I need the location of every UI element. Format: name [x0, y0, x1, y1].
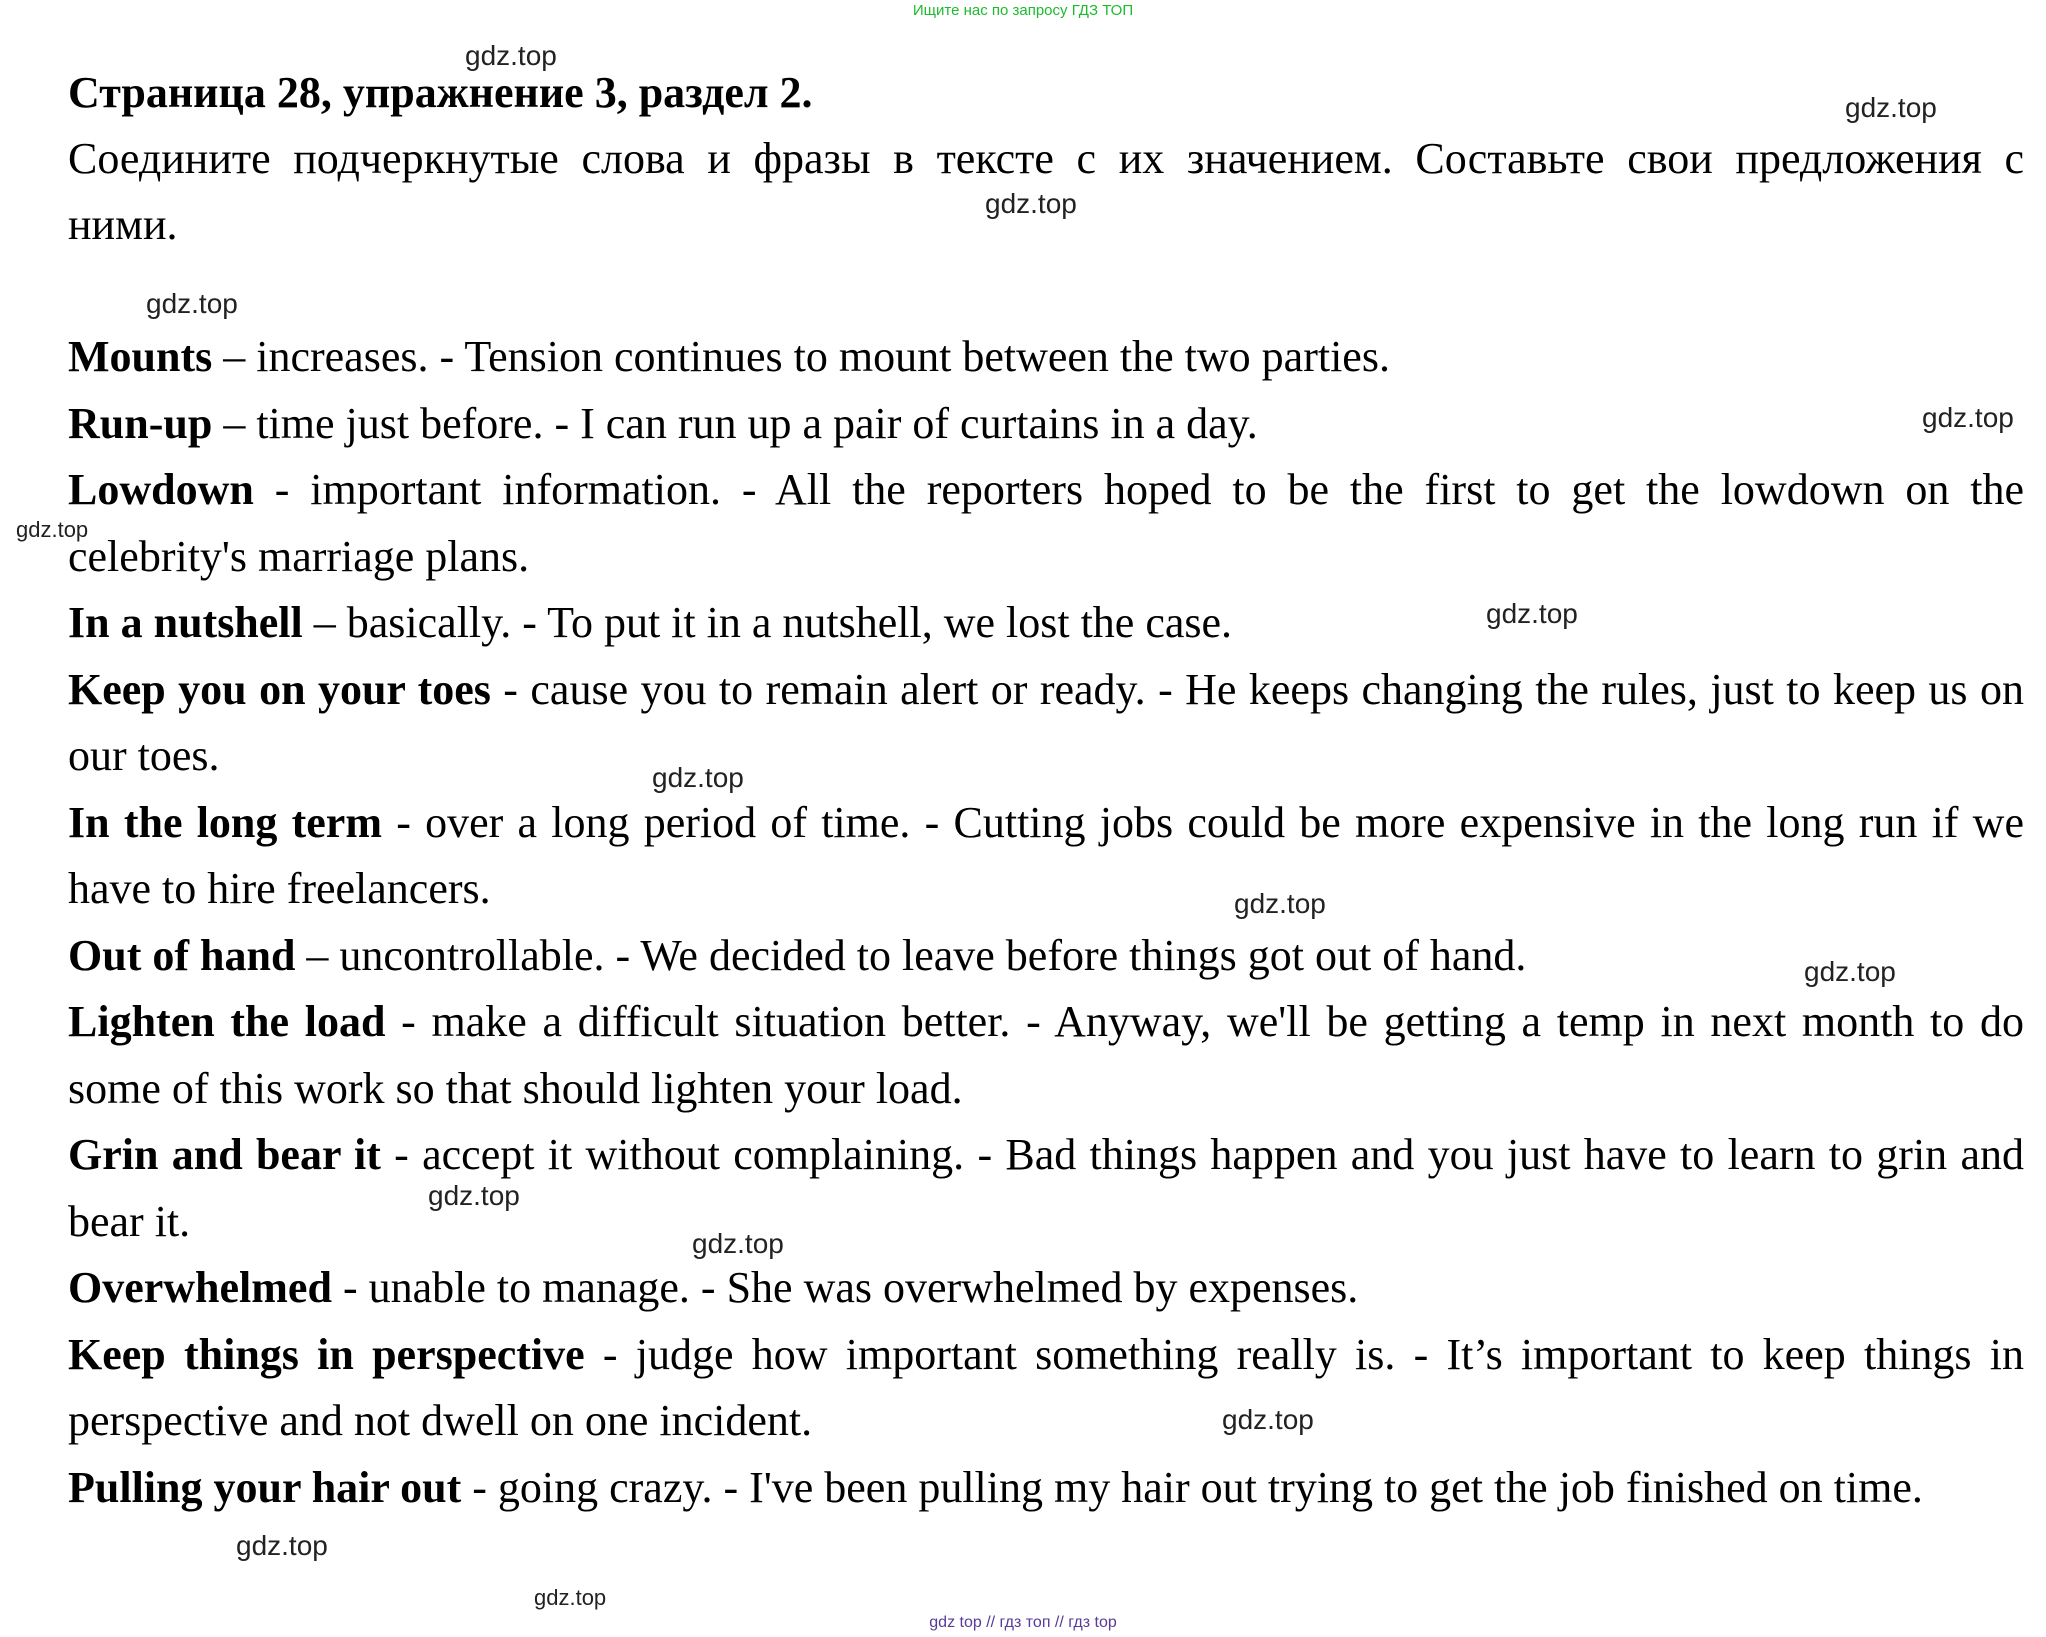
watermark: gdz.top: [465, 40, 557, 71]
entry-definition: - make a difficult situation better. - Anyway, we'll be getting a temp in next month to do some of this work so that should lighten your load.: [68, 997, 2024, 1113]
watermark: gdz.top: [1486, 598, 1578, 629]
exercise-instructions: Соедините подчеркнутые слова и фразы в тексте с их значением. Составьте свои предложения с ними.: [68, 134, 2024, 249]
entry-keep-you-on-your-toes: [68, 657, 2024, 790]
watermark: gdz.top: [1804, 956, 1896, 987]
watermark: gdz.top: [1222, 1404, 1314, 1435]
entry-term: In the long term: [68, 797, 382, 847]
entry-term: Keep you on your toes: [68, 664, 491, 714]
entry-definition: - going crazy. - I've been pulling my hair out trying to get the job finished on time.: [461, 1462, 1923, 1512]
entry-term: Out of hand: [68, 930, 296, 980]
watermark: gdz.top: [428, 1180, 520, 1211]
watermark: gdz.top: [534, 1585, 607, 1610]
entry-definition: – increases. - Tension continues to mount between the two parties.: [212, 332, 1390, 381]
entry-term: In a nutshell: [68, 598, 303, 647]
entry-definition: – uncontrollable. - We decided to leave before things got out of hand.: [295, 930, 1527, 980]
entry-definition: - important information. - All the reporters hoped to be the first to get the lowdown on the celebrity's marriage plans.: [68, 465, 2024, 581]
entry-definition: - over a long period of time. - Cutting jobs could be more expensive in the long run if we have to hire freelancers.: [68, 797, 2024, 913]
entry-term: Run-up: [68, 398, 213, 448]
watermark: gdz.top: [1845, 92, 1937, 123]
entry-definition: - unable to manage. - She was overwhelmed by expenses.: [331, 1263, 1359, 1312]
entry-out-of-hand: [68, 923, 2024, 990]
entry-term: Lowdown: [68, 465, 254, 514]
footer-watermark: gdz top // гдз топ // гдз top: [929, 1614, 1117, 1631]
page-title: Страница 28, упражнение 3, раздел 2.: [68, 68, 813, 117]
top-banner: Ищите нас по запросу ГДЗ ТОП: [912, 2, 1134, 19]
entry-definition: – basically. - To put it in a nutshell, we lost the case.: [302, 598, 1233, 647]
entry-keep-things-in-perspective: [68, 1322, 2024, 1455]
exercise-content: [68, 60, 2024, 1521]
watermark: gdz.top: [692, 1228, 784, 1259]
entry-in-the-long-term: [68, 790, 2024, 923]
watermark: gdz.top: [16, 517, 89, 542]
watermark: gdz.top: [146, 288, 238, 319]
entry-overwhelmed: [68, 1255, 2024, 1322]
entry-mounts: [68, 324, 2024, 391]
entry-term: Grin and bear it: [68, 1130, 381, 1179]
entry-lowdown: [68, 457, 2024, 590]
entry-grin-and-bear-it: [68, 1122, 2024, 1255]
entry-term: Keep things in perspective: [68, 1329, 585, 1379]
watermark: gdz.top: [1234, 888, 1326, 919]
entry-definition: - accept it without complaining. - Bad things happen and you just have to learn to grin and bear it.: [68, 1130, 2024, 1246]
entry-term: Overwhelmed: [68, 1263, 332, 1312]
watermark: gdz.top: [652, 762, 744, 793]
entry-term: Pulling your hair out: [68, 1462, 462, 1512]
entry-in-a-nutshell: [68, 590, 2024, 657]
watermark: gdz.top: [236, 1530, 328, 1561]
watermark: gdz.top: [985, 188, 1077, 219]
entry-definition: – time just before. - I can run up a pair of curtains in a day.: [212, 398, 1258, 448]
watermark: gdz.top: [1922, 402, 2014, 433]
entry-definition: - cause you to remain alert or ready. - He keeps changing the rules, just to keep us on our toes.: [68, 664, 2024, 780]
entry-run-up: [68, 391, 2024, 458]
entry-pulling-your-hair-out: [68, 1455, 2024, 1522]
entry-lighten-the-load: [68, 989, 2024, 1122]
entry-term: Mounts: [68, 332, 213, 381]
entry-definition: - judge how important something really is. - It’s important to keep things in perspective and not dwell on one incident.: [68, 1329, 2024, 1445]
entry-term: Lighten the load: [68, 997, 386, 1046]
